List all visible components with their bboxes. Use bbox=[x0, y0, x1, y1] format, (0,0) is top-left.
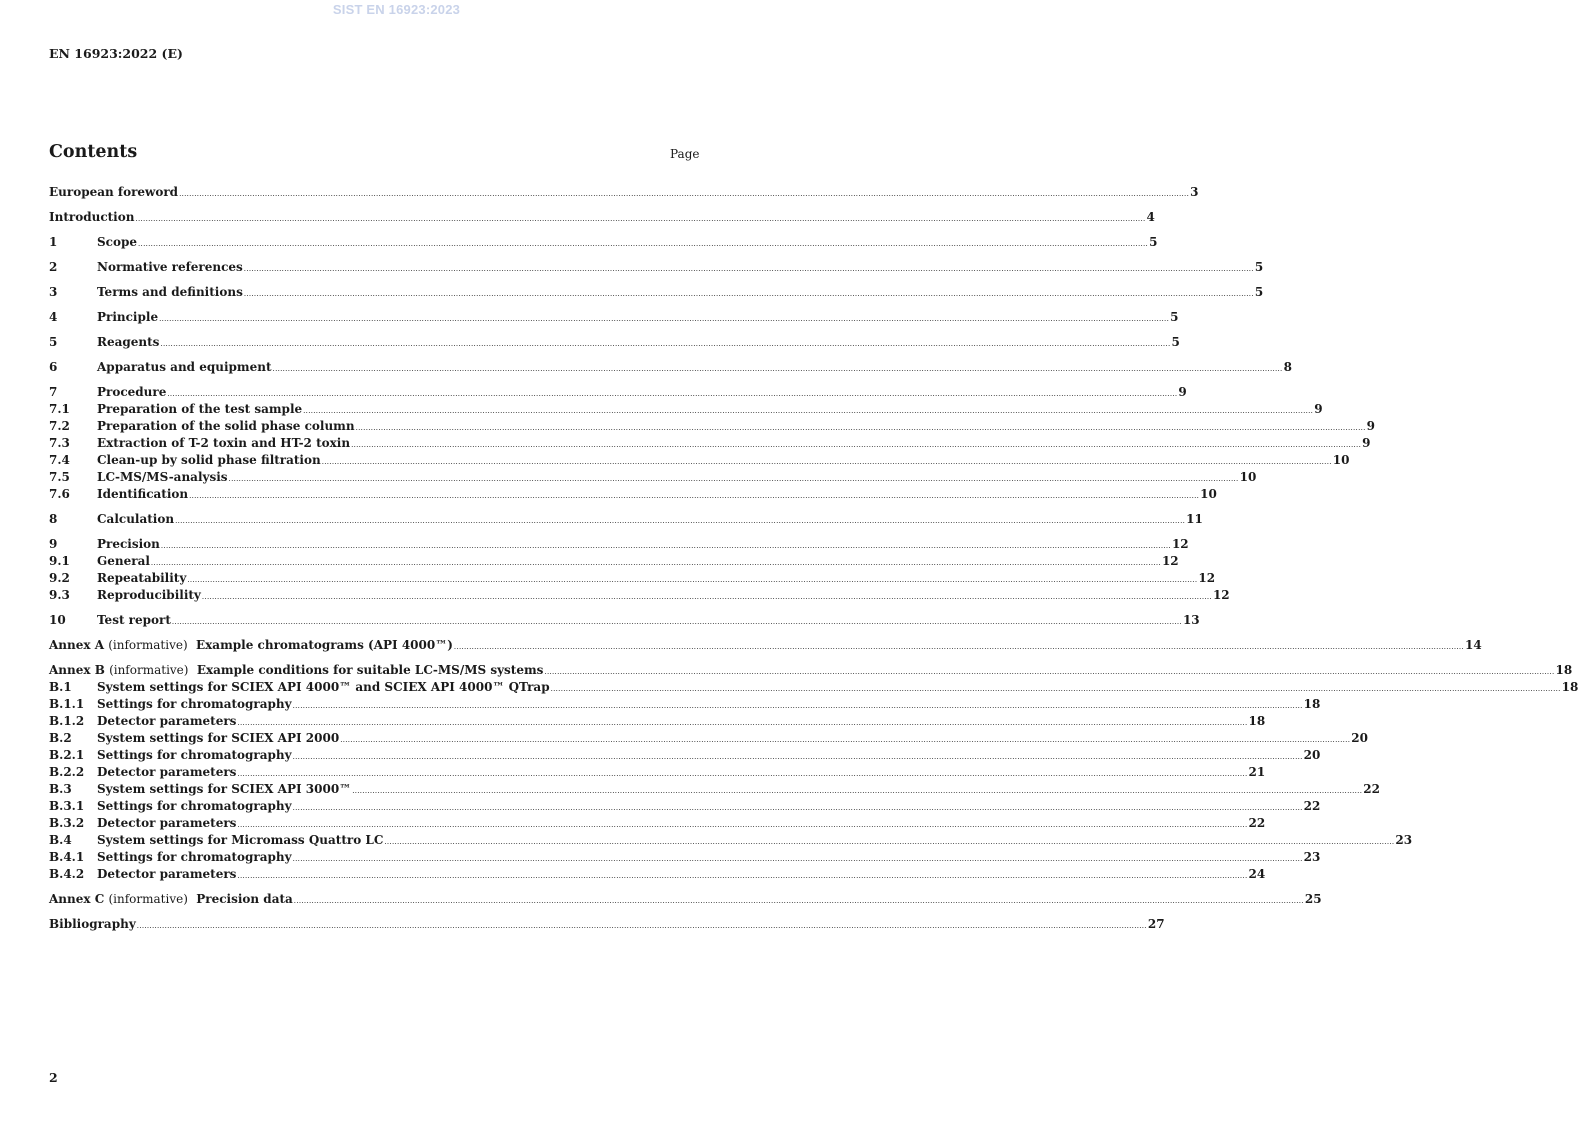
toc-entry-title bbox=[49, 184, 178, 201]
toc-entry-page: 22 bbox=[1303, 799, 1321, 813]
toc-entry-page: 23 bbox=[1303, 850, 1321, 864]
toc-entry-page: 11 bbox=[1186, 512, 1203, 526]
toc-entry[interactable] bbox=[49, 234, 1158, 251]
dot-leader: ................................................................................................................................................................................................................................................................................................................................................................................................................ bbox=[228, 475, 1239, 483]
dot-leader: ................................................................................................................................................................................................................................................................................................................................................................................................................ bbox=[237, 821, 1248, 829]
dot-leader: ................................................................................................................................................................................................................................................................................................................................................................................................................ bbox=[171, 618, 1182, 626]
toc-entry-page: 18 bbox=[1555, 663, 1573, 677]
toc-entry-number: 4 bbox=[49, 310, 58, 324]
toc-entry[interactable] bbox=[49, 536, 1189, 553]
toc-entry-number: 7.6 bbox=[49, 487, 70, 501]
toc-entry-page: 14 bbox=[1464, 638, 1482, 652]
toc-entry-number: 5 bbox=[49, 335, 58, 349]
toc-entry-title bbox=[97, 553, 150, 570]
dot-leader: ................................................................................................................................................................................................................................................................................................................................................................................................................ bbox=[175, 517, 1186, 525]
toc-entry-number: 6 bbox=[49, 360, 58, 374]
toc-entry-number: B.3.1 bbox=[49, 799, 85, 813]
toc-entry[interactable] bbox=[49, 713, 1266, 730]
toc-entry[interactable] bbox=[49, 418, 1376, 435]
dot-leader: ................................................................................................................................................................................................................................................................................................................................................................................................................ bbox=[292, 702, 1303, 710]
dot-leader: ................................................................................................................................................................................................................................................................................................................................................................................................................ bbox=[160, 542, 1171, 550]
toc-entry-page: 12 bbox=[1171, 537, 1189, 551]
toc-entry-number: B.3 bbox=[49, 782, 72, 796]
toc-entry-title-text: Settings for chromatography bbox=[97, 850, 292, 864]
toc-entry-number: B.2.2 bbox=[49, 765, 85, 779]
toc-entry-title bbox=[97, 849, 292, 866]
toc-entry-number: 7.1 bbox=[49, 402, 70, 416]
dot-leader: ................................................................................................................................................................................................................................................................................................................................................................................................................ bbox=[355, 424, 1366, 432]
toc-entry-page: 5 bbox=[1254, 260, 1264, 274]
toc-entry[interactable] bbox=[49, 359, 1292, 376]
toc-entry-page: 22 bbox=[1363, 782, 1380, 796]
toc-entry-title-text: General bbox=[97, 554, 150, 568]
dot-leader: ................................................................................................................................................................................................................................................................................................................................................................................................................ bbox=[453, 643, 1464, 651]
toc-entry-page: 9 bbox=[1178, 385, 1187, 399]
toc-entry-title-text: Preparation of the solid phase column bbox=[97, 419, 355, 433]
toc-entry-page: 20 bbox=[1303, 748, 1321, 762]
toc-entry[interactable] bbox=[49, 435, 1371, 452]
toc-entry-title bbox=[97, 511, 174, 528]
toc-entry-title bbox=[49, 637, 453, 654]
toc-entry-page: 10 bbox=[1239, 470, 1257, 484]
toc-entry[interactable] bbox=[49, 891, 1322, 908]
toc-entry-title-text: Detector parameters bbox=[97, 714, 237, 728]
toc-entry[interactable] bbox=[49, 284, 1264, 301]
toc-entry-page: 4 bbox=[1146, 210, 1155, 224]
dot-leader: ................................................................................................................................................................................................................................................................................................................................................................................................................ bbox=[303, 407, 1314, 415]
toc-entry-title bbox=[97, 359, 272, 376]
toc-entry-title-text: Scope bbox=[97, 235, 138, 249]
toc-entry-title-text: Settings for chromatography bbox=[97, 799, 292, 813]
toc-entry-page: 18 bbox=[1561, 680, 1578, 694]
toc-entry[interactable] bbox=[49, 662, 1573, 679]
toc-entry-title-text: Repeatability bbox=[97, 571, 187, 585]
page-column-label: Page bbox=[670, 147, 700, 161]
toc-entry-number: B.2 bbox=[49, 731, 72, 745]
toc-entry-title-text: Clean-up by solid phase filtration bbox=[97, 453, 321, 467]
toc-entry[interactable] bbox=[49, 764, 1266, 781]
toc-entry[interactable] bbox=[49, 696, 1321, 713]
toc-entry[interactable] bbox=[49, 486, 1217, 503]
toc-entry-title bbox=[49, 209, 134, 226]
toc-entry-title bbox=[97, 679, 550, 696]
toc-entry-title-text: Bibliography bbox=[49, 917, 136, 931]
toc-entry-number: B.4.1 bbox=[49, 850, 85, 864]
toc-entry-title-text: Introduction bbox=[49, 210, 135, 224]
toc-entry[interactable] bbox=[49, 866, 1266, 883]
toc-entry[interactable] bbox=[49, 259, 1264, 276]
dot-leader: ................................................................................................................................................................................................................................................................................................................................................................................................................ bbox=[321, 458, 1332, 466]
toc-entry-title bbox=[97, 284, 243, 301]
toc-entry-title-text: Settings for chromatography bbox=[97, 748, 292, 762]
toc-entry-title-text: System settings for SCIEX API 4000™ and SCIEX API 4000™ QTrap bbox=[97, 680, 550, 694]
toc-entry[interactable] bbox=[49, 730, 1368, 747]
toc-entry-title bbox=[97, 401, 302, 418]
dot-leader: ................................................................................................................................................................................................................................................................................................................................................................................................................ bbox=[243, 265, 1254, 273]
toc-entry-title-text: Annex B bbox=[49, 663, 105, 677]
dot-leader: ................................................................................................................................................................................................................................................................................................................................................................................................................ bbox=[243, 290, 1254, 298]
toc-entry[interactable] bbox=[49, 570, 1216, 587]
toc-entry-page: 20 bbox=[1351, 731, 1368, 745]
toc-entry[interactable] bbox=[49, 511, 1203, 528]
toc-entry-page: 27 bbox=[1147, 917, 1165, 931]
page-number: 2 bbox=[49, 1070, 58, 1085]
toc-entry-title-text: European foreword bbox=[49, 185, 179, 199]
dot-leader: ................................................................................................................................................................................................................................................................................................................................................................................................................ bbox=[201, 593, 1212, 601]
toc-entry[interactable] bbox=[49, 553, 1179, 570]
toc-entry-title bbox=[97, 384, 166, 401]
toc-entry-title bbox=[97, 866, 236, 883]
toc-entry-title-text: Principle bbox=[97, 310, 159, 324]
toc-entry-page: 5 bbox=[1170, 310, 1179, 324]
page-title: Contents bbox=[49, 142, 138, 162]
watermark: SIST EN 16923:2023 bbox=[332, 2, 461, 17]
dot-leader: ................................................................................................................................................................................................................................................................................................................................................................................................................ bbox=[272, 365, 1283, 373]
toc-entry-page: 3 bbox=[1190, 185, 1199, 199]
toc-entry-number: 7.5 bbox=[49, 470, 70, 484]
toc-entry-annex-title: Example chromatograms (API 4000™) bbox=[196, 638, 453, 652]
toc-entry[interactable] bbox=[49, 798, 1321, 815]
toc-entry[interactable] bbox=[49, 469, 1257, 486]
toc-entry-number: B.1.1 bbox=[49, 697, 85, 711]
toc-entry-title bbox=[97, 570, 186, 587]
toc-entry-title-text: Reagents bbox=[97, 335, 160, 349]
dot-leader: ................................................................................................................................................................................................................................................................................................................................................................................................................ bbox=[292, 855, 1303, 863]
toc-entry-page: 5 bbox=[1171, 335, 1180, 349]
dot-leader: ................................................................................................................................................................................................................................................................................................................................................................................................................ bbox=[167, 390, 1178, 398]
toc-entry-title-text: Normative references bbox=[97, 260, 243, 274]
toc-entry-title bbox=[97, 469, 228, 486]
toc-entry-title bbox=[97, 452, 321, 469]
toc-entry-title-text: System settings for SCIEX API 3000™ bbox=[97, 782, 352, 796]
dot-leader: ................................................................................................................................................................................................................................................................................................................................................................................................................ bbox=[136, 922, 1147, 930]
toc-entry-title bbox=[97, 764, 236, 781]
toc-entry[interactable] bbox=[49, 781, 1380, 798]
dot-leader: ................................................................................................................................................................................................................................................................................................................................................................................................................ bbox=[189, 492, 1200, 500]
toc-entry-page: 9 bbox=[1314, 402, 1323, 416]
toc-entry-title-text: Annex A bbox=[49, 638, 105, 652]
toc-entry-page: 24 bbox=[1248, 867, 1266, 881]
toc-entry-page: 18 bbox=[1248, 714, 1266, 728]
dot-leader: ................................................................................................................................................................................................................................................................................................................................................................................................................ bbox=[237, 770, 1248, 778]
toc-entry[interactable] bbox=[49, 184, 1199, 201]
toc-entry-title bbox=[97, 259, 243, 276]
toc-entry-title-text: Precision bbox=[97, 537, 160, 551]
toc-entry-number: B.1.2 bbox=[49, 714, 85, 728]
toc-entry-annex-type: (informative) bbox=[109, 663, 189, 677]
toc-entry-title-text: Detector parameters bbox=[97, 867, 237, 881]
toc-entry-number: 7.3 bbox=[49, 436, 70, 450]
toc-entry-annex-title: Precision data bbox=[196, 892, 293, 906]
table-of-contents bbox=[49, 184, 1578, 933]
toc-entry[interactable] bbox=[49, 587, 1230, 604]
toc-entry[interactable] bbox=[49, 384, 1187, 401]
toc-entry-title-text: Apparatus and equipment bbox=[97, 360, 272, 374]
toc-entry-title bbox=[49, 662, 543, 679]
toc-entry-page: 12 bbox=[1161, 554, 1179, 568]
toc-entry-number: B.1 bbox=[49, 680, 72, 694]
toc-entry-title-text: Calculation bbox=[97, 512, 175, 526]
toc-entry-annex-type: (informative) bbox=[108, 638, 188, 652]
toc-entry-number: B.2.1 bbox=[49, 748, 85, 762]
dot-leader: ................................................................................................................................................................................................................................................................................................................................................................................................................ bbox=[293, 897, 1304, 905]
toc-entry-page: 22 bbox=[1248, 816, 1266, 830]
toc-entry-title bbox=[97, 832, 383, 849]
toc-entry-number: 9.2 bbox=[49, 571, 70, 585]
toc-entry-title-text: Reproducibility bbox=[97, 588, 201, 602]
toc-entry-number: 1 bbox=[49, 235, 58, 249]
toc-entry-number: 9.1 bbox=[49, 554, 70, 568]
toc-entry-annex-title: Example conditions for suitable LC-MS/MS systems bbox=[196, 663, 544, 677]
toc-entry-number: B.4.2 bbox=[49, 867, 85, 881]
toc-entry[interactable] bbox=[49, 849, 1321, 866]
toc-entry-title bbox=[49, 916, 136, 933]
dot-leader: ................................................................................................................................................................................................................................................................................................................................................................................................................ bbox=[292, 804, 1303, 812]
dot-leader: ................................................................................................................................................................................................................................................................................................................................................................................................................ bbox=[237, 872, 1248, 880]
toc-entry-number: 9 bbox=[49, 537, 58, 551]
toc-entry-title bbox=[49, 891, 293, 908]
toc-entry[interactable] bbox=[49, 637, 1482, 654]
toc-entry-number: 8 bbox=[49, 512, 58, 526]
toc-entry[interactable] bbox=[49, 209, 1155, 226]
toc-entry-title bbox=[97, 612, 171, 629]
toc-entry[interactable] bbox=[49, 747, 1321, 764]
toc-entry-title bbox=[97, 747, 292, 764]
toc-entry-page: 8 bbox=[1283, 360, 1292, 374]
toc-entry-number: B.3.2 bbox=[49, 816, 85, 830]
toc-entry-title bbox=[97, 435, 350, 452]
toc-entry-title-text: System settings for SCIEX API 2000 bbox=[97, 731, 340, 745]
toc-entry[interactable] bbox=[49, 334, 1180, 351]
toc-entry-page: 12 bbox=[1198, 571, 1216, 585]
toc-entry-page: 21 bbox=[1248, 765, 1266, 779]
dot-leader: ................................................................................................................................................................................................................................................................................................................................................................................................................ bbox=[187, 576, 1198, 584]
dot-leader: ................................................................................................................................................................................................................................................................................................................................................................................................................ bbox=[179, 190, 1190, 198]
toc-entry-number: 2 bbox=[49, 260, 58, 274]
toc-entry-title-text: Settings for chromatography bbox=[97, 697, 292, 711]
toc-entry-title bbox=[97, 418, 355, 435]
toc-entry-title-text: Extraction of T-2 toxin and HT-2 toxin bbox=[97, 436, 351, 450]
toc-entry-page: 10 bbox=[1200, 487, 1217, 501]
toc-entry-title-text: Annex C bbox=[49, 892, 105, 906]
dot-leader: ................................................................................................................................................................................................................................................................................................................................................................................................................ bbox=[351, 441, 1362, 449]
toc-entry-title bbox=[97, 486, 188, 503]
toc-entry-title-text: Identification bbox=[97, 487, 189, 501]
toc-entry-title bbox=[97, 781, 351, 798]
toc-entry-title-text: LC-MS/MS-analysis bbox=[97, 470, 228, 484]
toc-entry-title-text: Detector parameters bbox=[97, 816, 237, 830]
toc-entry-number: B.4 bbox=[49, 833, 72, 847]
toc-entry-page: 10 bbox=[1332, 453, 1350, 467]
toc-entry[interactable] bbox=[49, 401, 1323, 418]
toc-entry-title bbox=[97, 730, 339, 747]
dot-leader: ................................................................................................................................................................................................................................................................................................................................................................................................................ bbox=[384, 838, 1395, 846]
document-id: EN 16923:2022 (E) bbox=[49, 46, 183, 61]
toc-entry-number: 7.2 bbox=[49, 419, 70, 433]
toc-entry-page: 9 bbox=[1362, 436, 1371, 450]
dot-leader: ................................................................................................................................................................................................................................................................................................................................................................................................................ bbox=[159, 315, 1170, 323]
toc-entry-page: 12 bbox=[1212, 588, 1230, 602]
toc-entry-number: 7 bbox=[49, 385, 58, 399]
toc-entry[interactable] bbox=[49, 612, 1200, 629]
toc-entry-title bbox=[97, 309, 158, 326]
toc-entry[interactable] bbox=[49, 832, 1413, 849]
toc-entry-title bbox=[97, 234, 137, 251]
dot-leader: ................................................................................................................................................................................................................................................................................................................................................................................................................ bbox=[160, 340, 1171, 348]
toc-entry-page: 18 bbox=[1303, 697, 1321, 711]
dot-leader: ................................................................................................................................................................................................................................................................................................................................................................................................................ bbox=[550, 685, 1561, 693]
toc-entry-page: 9 bbox=[1366, 419, 1376, 433]
toc-entry[interactable] bbox=[49, 679, 1578, 696]
toc-entry-number: 7.4 bbox=[49, 453, 70, 467]
toc-entry-title-text: Terms and definitions bbox=[97, 285, 243, 299]
dot-leader: ................................................................................................................................................................................................................................................................................................................................................................................................................ bbox=[544, 668, 1555, 676]
toc-entry-title bbox=[97, 334, 159, 351]
toc-entry-number: 9.3 bbox=[49, 588, 70, 602]
toc-entry-number: 10 bbox=[49, 613, 66, 627]
toc-entry-title bbox=[97, 713, 236, 730]
toc-entry-title-text: Detector parameters bbox=[97, 765, 237, 779]
toc-entry[interactable] bbox=[49, 916, 1165, 933]
toc-entry-title-text: Test report bbox=[97, 613, 171, 627]
toc-entry-title bbox=[97, 587, 201, 604]
toc-entry-title bbox=[97, 798, 292, 815]
toc-entry-title bbox=[97, 696, 292, 713]
toc-entry-title-text: Preparation of the test sample bbox=[97, 402, 303, 416]
toc-entry-page: 25 bbox=[1304, 892, 1322, 906]
toc-entry[interactable] bbox=[49, 815, 1266, 832]
toc-entry[interactable] bbox=[49, 309, 1179, 326]
toc-entry[interactable] bbox=[49, 452, 1350, 469]
dot-leader: ................................................................................................................................................................................................................................................................................................................................................................................................................ bbox=[237, 719, 1248, 727]
toc-entry-title bbox=[97, 536, 160, 553]
toc-entry-title bbox=[97, 815, 236, 832]
toc-entry-title-text: System settings for Micromass Quattro LC bbox=[97, 833, 384, 847]
toc-entry-title-text: Procedure bbox=[97, 385, 167, 399]
dot-leader: ................................................................................................................................................................................................................................................................................................................................................................................................................ bbox=[135, 215, 1146, 223]
dot-leader: ................................................................................................................................................................................................................................................................................................................................................................................................................ bbox=[292, 753, 1303, 761]
dot-leader: ................................................................................................................................................................................................................................................................................................................................................................................................................ bbox=[340, 736, 1351, 744]
toc-entry-page: 5 bbox=[1254, 285, 1264, 299]
toc-entry-page: 13 bbox=[1182, 613, 1200, 627]
dot-leader: ................................................................................................................................................................................................................................................................................................................................................................................................................ bbox=[352, 787, 1363, 795]
toc-entry-page: 23 bbox=[1395, 833, 1413, 847]
toc-entry-page: 5 bbox=[1149, 235, 1158, 249]
toc-entry-number: 3 bbox=[49, 285, 58, 299]
dot-leader: ................................................................................................................................................................................................................................................................................................................................................................................................................ bbox=[150, 559, 1161, 567]
toc-entry-annex-type: (informative) bbox=[108, 892, 188, 906]
dot-leader: ................................................................................................................................................................................................................................................................................................................................................................................................................ bbox=[138, 240, 1149, 248]
